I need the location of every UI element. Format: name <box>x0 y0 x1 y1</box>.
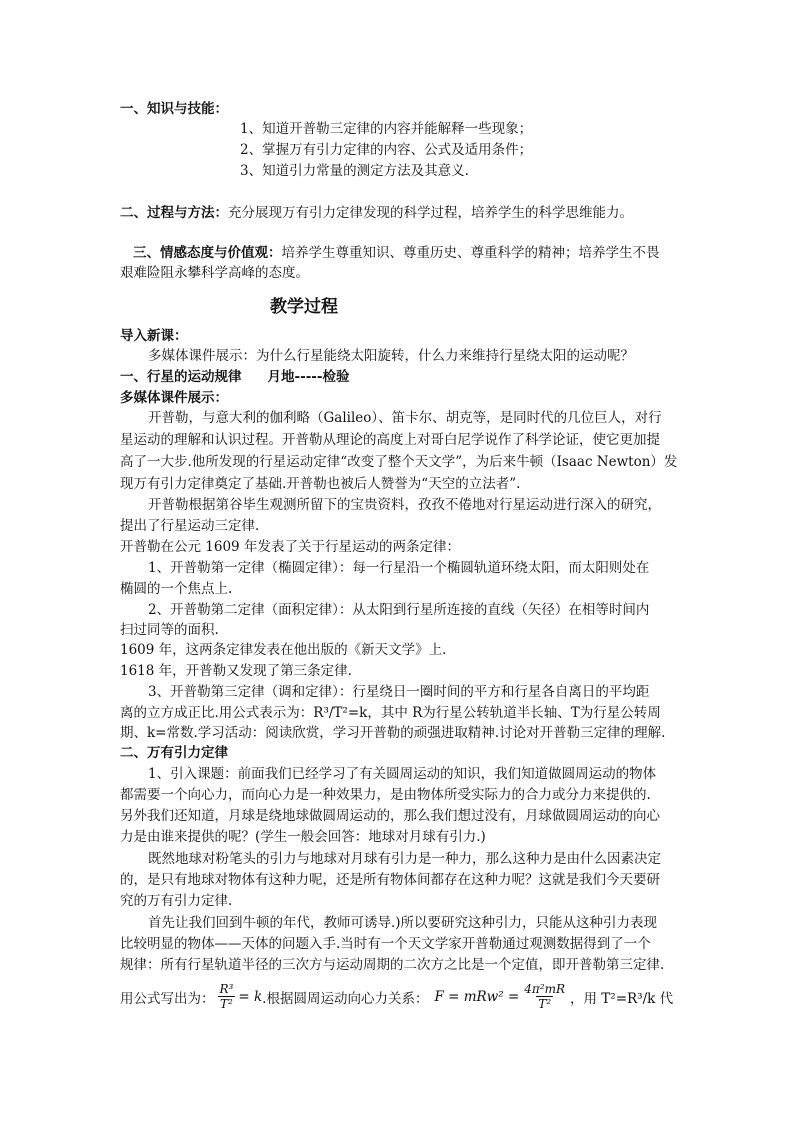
part2-p2-line-1: 既然地球对粉笔头的引力与地球对月球有引力是一种力，那么这种力是由什么因素决定 <box>148 851 661 867</box>
formula-row <box>120 982 673 1011</box>
page-title: 教学过程 <box>270 297 338 317</box>
law2-line-2: 扫过同等的面积. <box>120 622 219 638</box>
law3-line-3: 期、k=常数.学习活动：阅读欣赏，学习开普勒的顽强进取精神.讨论对开普勒三定律的理解. <box>120 725 666 741</box>
formula-mid: .根据圆周运动向心力关系： <box>262 990 429 1007</box>
force-lhs: F = mRw² = <box>434 988 520 1005</box>
force-fraction-numerator: 4π²mR <box>524 982 565 996</box>
p2-line-1: 开普勒根据第谷毕生观测所留下的宝贵资料，孜孜不倦地对行星运动进行深入的研究， <box>148 497 661 513</box>
part2-p1-line-3: 另外我们还知道，月球是绕地球做圆周运动的，那么我们想过没有，月球做圆周运动的向心 <box>120 808 660 824</box>
objective-item-2: 2、掌握万有引力定律的内容、公式及适用条件； <box>240 142 533 158</box>
kepler-fraction <box>218 982 236 1011</box>
intro-text: 多媒体课件展示：为什么行星能绕太阳旋转，什么力来维持行星绕太阳的运动呢？ <box>148 348 634 364</box>
section-2 <box>120 204 633 222</box>
intro-heading: 导入新课： <box>120 328 188 344</box>
part2-p1-line-1: 1、引入课题：前面我们已经学习了有关圆周运动的知识，我们知道做圆周运动的物体 <box>148 766 657 782</box>
part2-p3-line-2: 比较明显的物体——天体的问题入手.当时有一个天文学家开普勒通过观测数据得到了一个 <box>120 936 651 952</box>
formula-tail: ，用 T²=R³/k 代 <box>570 990 674 1007</box>
objective-item-3: 3、知道引力常量的测定方法及其意义. <box>240 163 469 179</box>
objective-item-1: 1、知道开普勒三定律的内容并能解释一些现象； <box>240 121 533 137</box>
section-2-heading: 二、过程与方法： <box>120 205 228 221</box>
media-heading: 多媒体课件展示： <box>120 390 228 406</box>
part2-p2-line-3: 究的万有引力定律. <box>120 893 233 909</box>
part2-p1-line-4: 力是由谁来提供的呢？(学生一般会回答：地球对月球有引力.) <box>120 829 486 845</box>
part-1-heading <box>120 368 350 386</box>
law1-line-2: 椭圆的一个焦点上. <box>120 581 233 597</box>
law2-line-1: 2、开普勒第二定律（面积定律）：从太阳到行星所连接的直线（矢径）在相等时间内 <box>148 602 650 618</box>
section-2-text: 充分展现万有引力定律发现的科学过程，培养学生的科学思维能力。 <box>228 205 633 221</box>
part-2-heading: 二、万有引力定律 <box>120 745 228 761</box>
law3-line-2: 离的立方成正比.用公式表示为：R³/T²=k，其中 R为行星公转轨道半长轴、T为行星公转周 <box>120 705 661 721</box>
p1-line-2: 星运动的理解和认识过程。开普勒从理论的高度上对哥白尼学说作了科学论证，使它更加提 <box>120 432 660 448</box>
section-3-heading: 三、情感态度与价值观： <box>133 245 282 261</box>
p3-line: 开普勒在公元 1609 年发表了关于行星运动的两条定律： <box>120 539 460 555</box>
kepler-equals-k: = k <box>238 988 263 1005</box>
section-3-text-2: 艰难险阻永攀科学高峰的态度。 <box>120 265 309 281</box>
law3-line-1: 3、开普勒第三定律（调和定律）：行星绕日一圈时间的平方和行星各自离日的平均距 <box>148 684 650 700</box>
kepler-fraction-denominator: T² <box>220 997 233 1011</box>
p1-line-1: 开普勒，与意大利的伽利略（Galileo）、笛卡尔、胡克等，是同时代的几位巨人，对行 <box>148 410 662 426</box>
formula-lead: 用公式写出为： <box>120 990 215 1007</box>
p2-line-2: 提出了行星运动三定律. <box>120 518 260 534</box>
part2-p3-line-1: 首先让我们回到牛顿的年代，教师可诱导.)所以要研究这种引力，只能从这种引力表现 <box>148 915 658 931</box>
year-1609-line: 1609 年，这两条定律发表在他出版的《新天文学》上. <box>120 642 447 658</box>
year-1618-line: 1618 年，开普勒又发现了第三条定律. <box>120 663 352 679</box>
part2-p1-line-2: 都需要一个向心力，而向心力是一种效果力，是由物体所受实际力的合力或分力来提供的. <box>120 787 651 803</box>
force-fraction-denominator: T² <box>538 997 552 1011</box>
section-3-text-1: 培养学生尊重知识、尊重历史、尊重科学的精神；培养学生不畏 <box>281 245 660 261</box>
force-fraction <box>522 982 567 1011</box>
part2-p3-line-3: 规律：所有行星轨道半径的三次方与运动周期的二次方之比是一个定值，即开普勒第三定律. <box>120 957 665 973</box>
p1-line-3: 高了一大步.他所发现的行星运动定律“改变了整个天文学”，为后来牛顿（Isaac Newton）发 <box>120 454 678 470</box>
part2-p2-line-2: 的，是只有地球对物体有这种力呢，还是所有物体间都存在这种力呢？这就是我们今天要研 <box>120 872 660 888</box>
p1-line-4: 现万有引力定律奠定了基础.开普勒也被后人赞誉为“天空的立法者”. <box>120 476 521 492</box>
kepler-fraction-numerator: R³ <box>219 982 234 996</box>
part-1-title: 一、行星的运动规律 <box>120 369 242 385</box>
section-1-heading: 一、知识与技能： <box>120 101 228 117</box>
section-3 <box>133 244 660 262</box>
part-1-subtitle: 月地-----检验 <box>267 369 350 385</box>
law1-line-1: 1、开普勒第一定律（椭圆定律）：每一行星沿一个椭圆轨道环绕太阳，而太阳则处在 <box>148 560 650 576</box>
